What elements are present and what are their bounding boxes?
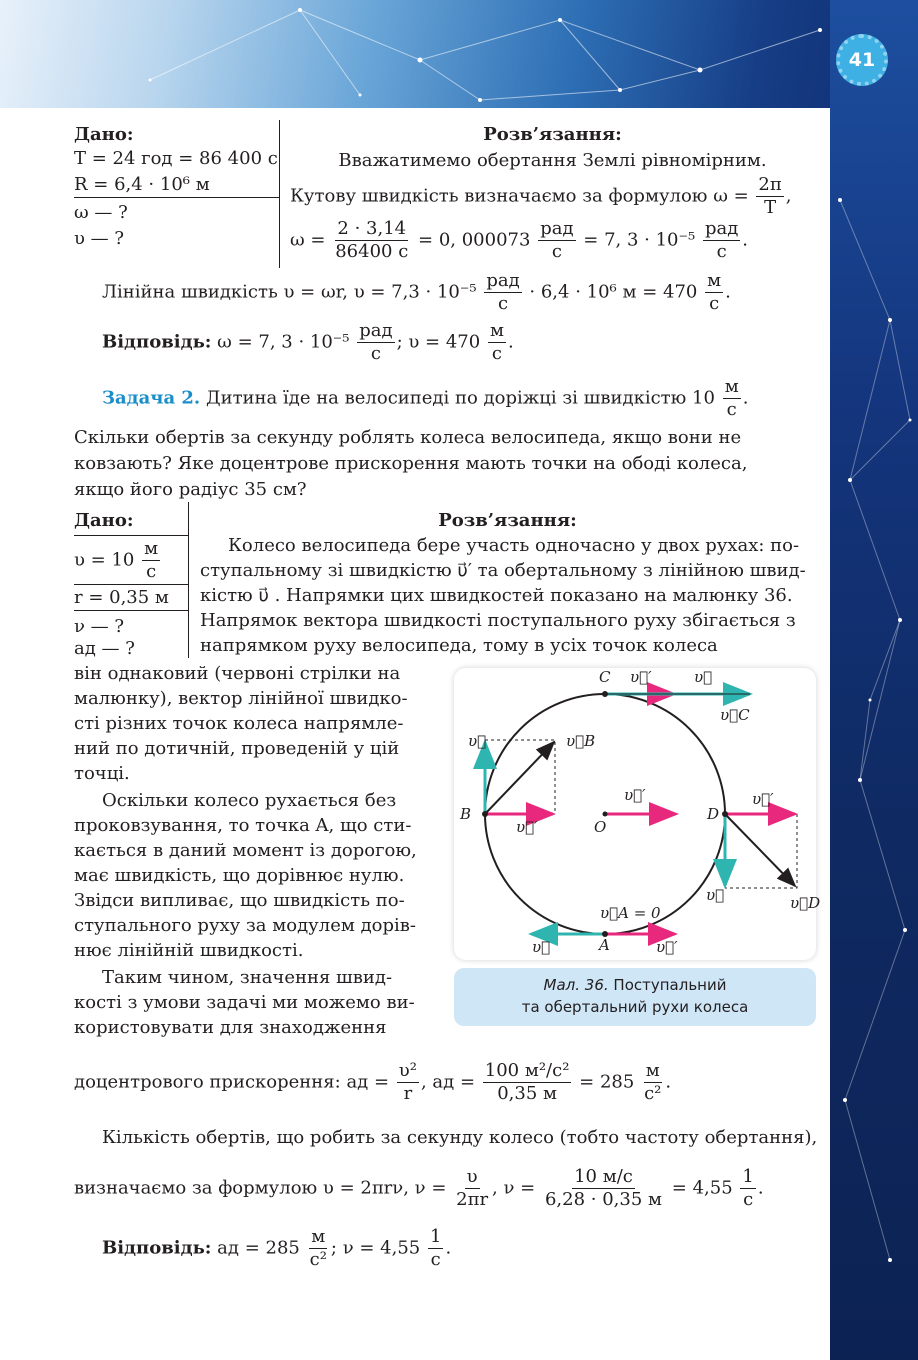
- numerator: м: [645, 1060, 660, 1081]
- numerator: м: [724, 376, 739, 397]
- given-v-text: υ = 10: [74, 549, 135, 571]
- solution-title: Розв’язання:: [483, 124, 622, 145]
- task-2-line3: ковзають? Яке доцентрове прискорення мають точки на ободі колеса,: [74, 453, 748, 474]
- count-line: Кількість обертів, що робить за секунду колесо (тобто частоту обертання),: [102, 1127, 818, 1148]
- page-number: 41: [836, 34, 888, 86]
- star-decoration: [830, 0, 918, 1360]
- arrow-vd: [725, 814, 795, 886]
- fraction: [723, 376, 741, 421]
- task-label: Задача 2.: [102, 387, 201, 409]
- numerator: рад: [704, 218, 739, 239]
- para-4-line: кості з умови задачі ми можемо ви-: [74, 992, 415, 1013]
- linear-speed-line: [102, 270, 731, 315]
- figure-36: [454, 668, 821, 960]
- period: .: [725, 281, 731, 303]
- period: .: [665, 1071, 672, 1093]
- para-3-line: Оскільки колесо рухається без: [102, 790, 397, 811]
- formula: aд =: [346, 1071, 390, 1093]
- given-speed: [74, 538, 162, 583]
- fraction: [538, 218, 575, 263]
- para-2-line: він однаковий (червоні стрілки на: [74, 663, 401, 684]
- para-4-line: користовувати для знаходження: [74, 1017, 387, 1038]
- para-3-line: кається в даний момент із дорогою,: [74, 840, 417, 861]
- fraction: [756, 174, 783, 219]
- numerator: 100 м²/с²: [484, 1060, 570, 1081]
- formula-text: Кутову швидкість визначаємо за формулою ω =: [290, 185, 749, 207]
- denominator: с: [743, 1189, 754, 1210]
- numerator: м: [311, 1226, 326, 1247]
- para-2-line: сті різних точок колеса напрямле-: [74, 713, 404, 734]
- numerator: 1: [742, 1166, 754, 1187]
- center-point: [603, 812, 608, 817]
- denominator: r: [403, 1083, 413, 1104]
- given-title: Дано:: [74, 124, 134, 145]
- freq-text: визначаємо за формулою υ = 2πrν, ν =: [74, 1177, 447, 1199]
- vprime-label: υ⃗′: [630, 668, 652, 686]
- numerator: 2 · 3,14: [337, 218, 407, 239]
- numerator: 1: [429, 1226, 442, 1247]
- fraction: [333, 218, 410, 263]
- caption-line2: та обертальний рухи колеса: [521, 998, 749, 1016]
- vd-label: υ⃗D: [790, 894, 821, 912]
- side-band: [830, 0, 918, 1360]
- denominator: с: [709, 293, 720, 314]
- given-divider: [74, 610, 188, 611]
- para-1-line: Напрямок вектора швидкості поступального руху збігається з: [200, 610, 796, 631]
- para-3-line: ступального руху за модулем дорів-: [74, 915, 416, 936]
- caption-number: Мал. 36.: [543, 976, 609, 994]
- denominator: 2πr: [456, 1189, 489, 1210]
- denominator: с: [726, 399, 737, 420]
- point-c-label: C: [599, 668, 611, 686]
- task-text: Дитина їде на велосипеді по доріжці зі швидкістю 10: [205, 387, 715, 409]
- solution-line: Вважатимемо обертання Землі рівномірним.: [338, 150, 767, 171]
- denominator: с: [716, 241, 727, 262]
- formula: , aд =: [420, 1071, 476, 1093]
- point-a-label: A: [599, 936, 610, 954]
- given-period: T = 24 год = 86 400 с: [74, 148, 278, 169]
- value: ω = 7, 3 · 10⁻⁵: [217, 331, 350, 353]
- fraction: [308, 1226, 329, 1271]
- v-label: υ⃗: [532, 938, 551, 956]
- find-v: υ — ?: [74, 228, 125, 249]
- given-divider: [74, 584, 188, 585]
- point-d-label: D: [707, 805, 720, 823]
- numerator: 2π: [758, 174, 782, 195]
- given-radius: R = 6,4 · 10⁶ м: [74, 174, 210, 195]
- para-1-line: ступальному зі швидкістю υ⃗′ та обертальному з лінійною швид-: [200, 560, 806, 581]
- numerator: υ²: [398, 1060, 417, 1081]
- fraction: [703, 218, 740, 263]
- task-2-line1: Задача 2. Дитина їде на велосипеді по доріжці зі швидкістю 10 $\frac{м}{с}$ .: [102, 376, 749, 420]
- given-title-2: Дано:: [74, 510, 134, 531]
- point-o-label: O: [594, 818, 607, 836]
- value: ; ν = 4,55: [330, 1237, 421, 1259]
- frequency-line: [74, 1166, 764, 1211]
- para-3-line: проковзування, то точка A, що сти-: [74, 815, 412, 836]
- fraction: [740, 1166, 755, 1211]
- answer-label: Відповідь:: [102, 1237, 212, 1259]
- fraction: [428, 1226, 443, 1271]
- answer-2: [102, 1226, 451, 1271]
- para-3-line: має швидкість, що дорівнює нулю.: [74, 865, 405, 886]
- denominator: 86400 с: [335, 241, 409, 262]
- para-4-line: Таким чином, значення швид-: [102, 967, 393, 988]
- fraction: [397, 1060, 419, 1105]
- numerator: рад: [486, 270, 520, 291]
- answer-label: Відповідь:: [102, 331, 212, 353]
- period: .: [445, 1237, 452, 1259]
- denominator: 0,35 м: [497, 1083, 557, 1104]
- value: aд = 285: [217, 1237, 300, 1259]
- given-divider: [74, 535, 188, 536]
- denominator: T: [764, 197, 777, 218]
- vprime-label: υ⃗′: [624, 786, 646, 804]
- denominator: с: [430, 1249, 441, 1270]
- acceleration-line: [74, 1060, 671, 1105]
- v-label: υ⃗: [468, 732, 487, 750]
- linear-text: Лінійна швидкість υ = ωr, υ = 7,3 · 10⁻⁵: [102, 281, 477, 303]
- fraction: [642, 1060, 663, 1105]
- vprime-label: υ⃗′: [752, 790, 774, 808]
- v-label: υ⃗: [706, 886, 725, 904]
- find-acceleration: aд — ?: [74, 638, 135, 659]
- constellation-decoration: [0, 0, 918, 108]
- fraction: [357, 320, 394, 365]
- fraction: [484, 270, 521, 315]
- numerator: υ: [466, 1166, 478, 1187]
- value: = 285: [579, 1071, 635, 1093]
- v-label: υ⃗: [694, 668, 713, 686]
- vb-label: υ⃗B: [566, 732, 596, 750]
- para-2-line: точці.: [74, 763, 130, 784]
- find-frequency: ν — ?: [74, 616, 125, 637]
- solution-title-2: Розв’язання:: [438, 510, 577, 531]
- value: = 4,55: [671, 1177, 733, 1199]
- task-2-line4: якщо його радіус 35 см?: [74, 479, 307, 500]
- value: = 7, 3 · 10⁻⁵: [583, 229, 696, 251]
- denominator: 6,28 · 0,35 м: [544, 1189, 663, 1210]
- fraction: [488, 320, 506, 365]
- figure-caption: [454, 968, 816, 1026]
- given-vertical-line: [188, 502, 189, 658]
- para-1-line: кістю υ⃗ . Напрямки цих швидкостей показано на малюнку 36.: [200, 585, 793, 606]
- numerator: м: [144, 538, 159, 559]
- formula-line: Кутову швидкість визначаємо за формулою ω = $\frac{2\pi}{T}$ ,: [290, 174, 792, 218]
- value: ; υ = 470: [396, 331, 481, 353]
- para-2-line: ний по дотичній, проведеній у цій: [74, 738, 400, 759]
- calc-line: [290, 218, 748, 263]
- omega-eq: ω =: [290, 229, 326, 251]
- numerator: рад: [540, 218, 574, 239]
- period: .: [507, 331, 514, 353]
- numerator: м: [707, 270, 722, 291]
- denominator: с: [146, 561, 157, 582]
- fraction: [142, 538, 160, 583]
- accel-text: доцентрового прискорення:: [74, 1071, 341, 1093]
- para-3-line: нює лінійній швидкості.: [74, 940, 304, 961]
- answer-1: [102, 320, 514, 365]
- fraction: [543, 1166, 664, 1211]
- numerator: 10 м/с: [574, 1166, 633, 1187]
- given-vertical-line: [279, 120, 280, 268]
- arrow-vb: [485, 742, 554, 814]
- given-radius-2: r = 0,35 м: [74, 587, 169, 608]
- given-divider: [74, 197, 279, 198]
- period: .: [742, 229, 749, 251]
- fraction: [483, 1060, 572, 1105]
- fraction: [454, 1166, 490, 1211]
- denominator: с²: [644, 1083, 662, 1104]
- point-b-label: B: [460, 805, 472, 823]
- vc-label: υ⃗C: [720, 706, 750, 724]
- denominator: с²: [309, 1249, 327, 1270]
- period: .: [757, 1177, 764, 1199]
- denominator: с: [497, 293, 509, 314]
- para-3-line: Звідси випливає, що швидкість по-: [74, 890, 405, 911]
- formula: , ν =: [492, 1177, 536, 1199]
- para-1-line: напрямком руху велосипеда, тому в усіх точок колеса: [200, 635, 718, 656]
- fraction: [705, 270, 723, 315]
- para-2-line: малюнку), вектор лінійної швидко-: [74, 688, 408, 709]
- denominator: с: [491, 343, 502, 364]
- denominator: с: [370, 343, 381, 364]
- vprime-label: υ⃗′: [656, 938, 678, 956]
- va-label: υ⃗A = 0: [600, 904, 661, 922]
- value: = 0, 000073: [418, 229, 531, 251]
- value: · 6,4 · 10⁶ м = 470: [529, 281, 698, 303]
- find-omega: ω — ?: [74, 202, 128, 223]
- numerator: м: [489, 320, 504, 341]
- numerator: рад: [359, 320, 393, 341]
- denominator: с: [551, 241, 562, 262]
- caption-line1: Поступальний: [613, 976, 727, 994]
- vprime-label: υ⃗′: [516, 818, 538, 836]
- para-1-line: Колесо велосипеда бере участь одночасно у двох рухах: по-: [228, 535, 800, 556]
- task-2-line2: Скільки обертів за секунду роблять колеса велосипеда, якщо вони не: [74, 427, 742, 448]
- header-banner: [0, 0, 918, 108]
